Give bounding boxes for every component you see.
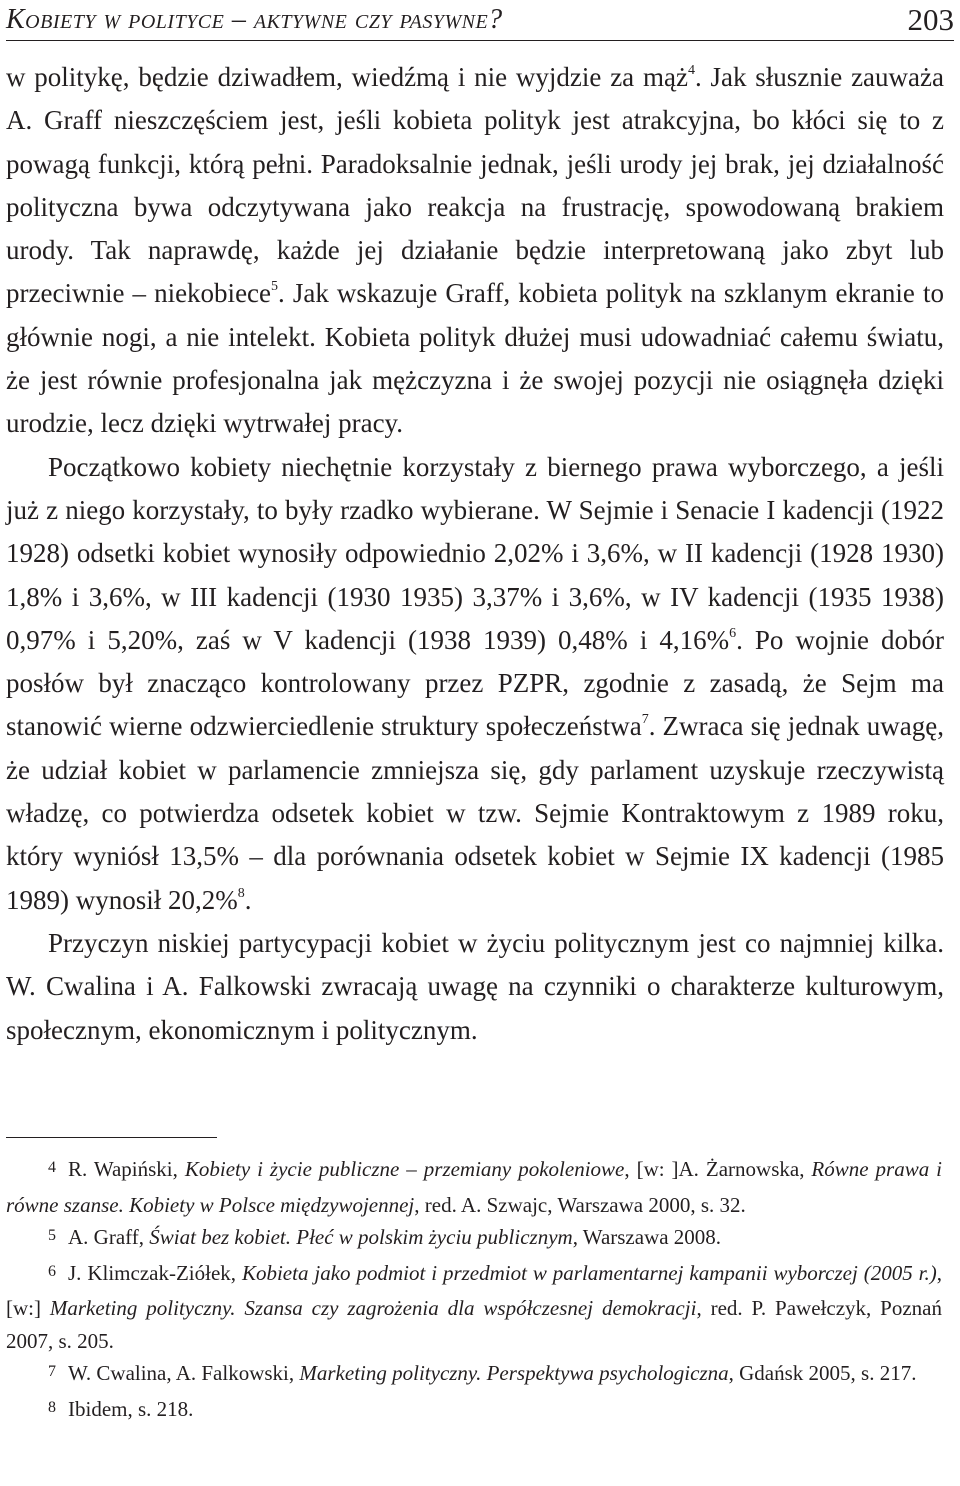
- footnote-title: Świat bez kobiet. Płeć w polskim życiu publicznym: [149, 1225, 573, 1249]
- body-text: [6, 56, 944, 1052]
- footnote-text: , [w:]: [6, 1260, 942, 1320]
- paragraph-1-text-c: . Jak wskazuje Graff, kobieta polityk na szklanym ekranie to głównie nogi, a nie intelekt. Kobieta polityk dłużej musi udowadniać całemu światu, że jest równie profesjonalna jak mężczyzna i że swojej pozycji nie osiągnęła dzięki urodzie, lecz dzięki wytrwałej pracy.: [6, 278, 944, 439]
- footnote-text: , red. A. Szwajc, Warszawa 2000, s. 32.: [414, 1192, 746, 1217]
- footnote-number: 8: [48, 1398, 56, 1416]
- footnote-ref-7: 7: [641, 712, 649, 728]
- footnote-number: 7: [48, 1363, 56, 1380]
- footnote-4: [6, 1153, 942, 1221]
- running-title: Kobiety w polityce – aktywne czy pasywne?: [6, 4, 503, 35]
- footnote-text: , Gdańsk 2005, s. 217.: [728, 1361, 917, 1385]
- footnote-ref-8: 8: [237, 885, 245, 901]
- footnote-number: 6: [48, 1262, 56, 1280]
- footnotes: [6, 1153, 942, 1428]
- footnote-text: Ibidem, s. 218.: [68, 1396, 194, 1421]
- paragraph-3: Przyczyn niskiej partycypacji kobiet w życiu politycznym jest co najmniej kilka. W. Cwalina i A. Falkowski zwracają uwagę na czynniki o charakterze kulturowym, społecznym, ekonomicznym i politycznym.: [6, 927, 944, 1045]
- footnote-title: Kobieta jako podmiot i przedmiot w parlamentarnej kampanii wyborczej (2005 r.): [241, 1260, 937, 1285]
- paragraph-2-text-d: .: [244, 884, 252, 915]
- footnote-6: [6, 1257, 942, 1358]
- footnote-7: [6, 1357, 942, 1393]
- footnote-text: A. Graff,: [68, 1225, 150, 1249]
- footnote-title: Równe prawa i równe szanse. Kobiety w Polsce międzywojennej: [6, 1157, 942, 1217]
- footnote-title: Marketing polityczny. Perspektywa psychologiczna: [299, 1361, 729, 1385]
- paragraph-2: [6, 446, 944, 922]
- footnote-8: [6, 1393, 942, 1429]
- paragraph-1-text-b: . Jak słusznie zauważa A. Graff nieszczęściem jest, jeśli kobieta polityk jest atrakcyjna, bo kłóci się to z powagą funkcji, którą pełni. Paradoksalnie jednak, jeśli urody jej brak, jej działalność polityczna bywa odczytywana jako reakcja na frustrację, spowodowaną brakiem urody. Tak naprawdę, każde jej działanie będzie interpretowaną jako zbyt lub przeciwnie – niekobiece: [6, 62, 944, 309]
- footnote-ref-6: 6: [729, 625, 737, 641]
- footnote-text: , Warszawa 2008.: [572, 1225, 722, 1249]
- footnote-number: 4: [48, 1159, 56, 1176]
- footnote-title: Marketing polityczny. Szansa czy zagrożenia dla współczesnej demokracji: [49, 1296, 697, 1320]
- paragraph-2-text-b: . Po wojnie dobór posłów był znacząco kontrolowany przez PZPR, zgodnie z zasadą, że Sejm ma stanowić wierne odzwierciedlenie struktury społeczeństwa: [6, 624, 944, 742]
- footnote-text: R. Wapiński,: [68, 1157, 185, 1181]
- footnote-5: [6, 1221, 942, 1257]
- footnote-separator: [6, 1137, 217, 1138]
- footnote-text: , [w: ]A. Żarnowska,: [624, 1157, 812, 1181]
- paragraph-2-text-a: Początkowo kobiety niechętnie korzystały z biernego prawa wyborczego, a jeśli już z niego korzystały, to były rzadko wybierane. W Sejmie i Senacie I kadencji (1922 1928) odsetki kobiet wynosiły odpowiednio 2,02% i 3,6%, w II kadencji (1928 1930) 1,8% i 3,6%, w III kadencji (1930 1935) 3,37% i 3,6%, w IV kadencji (1935 1938) 0,97% i 5,20%, zaś w V kadencji (1938 1939) 0,48% i 4,16%: [6, 451, 944, 655]
- paragraph-2-text-c: . Zwraca się jednak uwagę, że udział kobiet w parlamencie zmniejsza się, gdy parlament uzyskuje rzeczywistą władzę, co potwierdza odsetek kobiet w tzw. Sejmie Kontraktowym z 1989 roku, który wyniósł 13,5% – dla porównania odsetek kobiet w Sejmie IX kadencji (1985 1989) wynosił 20,2%: [6, 711, 944, 915]
- footnote-ref-5: 5: [271, 279, 279, 295]
- footnote-text: J. Klimczak-Ziółek,: [68, 1260, 242, 1285]
- footnote-text: , red. P. Pawełczyk, Poznań 2007, s. 205.: [6, 1296, 942, 1353]
- page-header: [6, 0, 954, 38]
- footnote-text: W. Cwalina, A. Falkowski,: [68, 1361, 300, 1385]
- header-rule: [6, 40, 954, 41]
- footnote-title: Kobiety i życie publiczne – przemiany pokoleniowe: [184, 1157, 625, 1181]
- paragraph-1-text-a: w politykę, będzie dziwadłem, wiedźmą i nie wyjdzie za mąż: [6, 62, 688, 92]
- footnote-number: 5: [48, 1227, 56, 1244]
- footnote-ref-4: 4: [687, 63, 695, 78]
- paragraph-1: [6, 56, 944, 446]
- page-number: 203: [907, 2, 954, 37]
